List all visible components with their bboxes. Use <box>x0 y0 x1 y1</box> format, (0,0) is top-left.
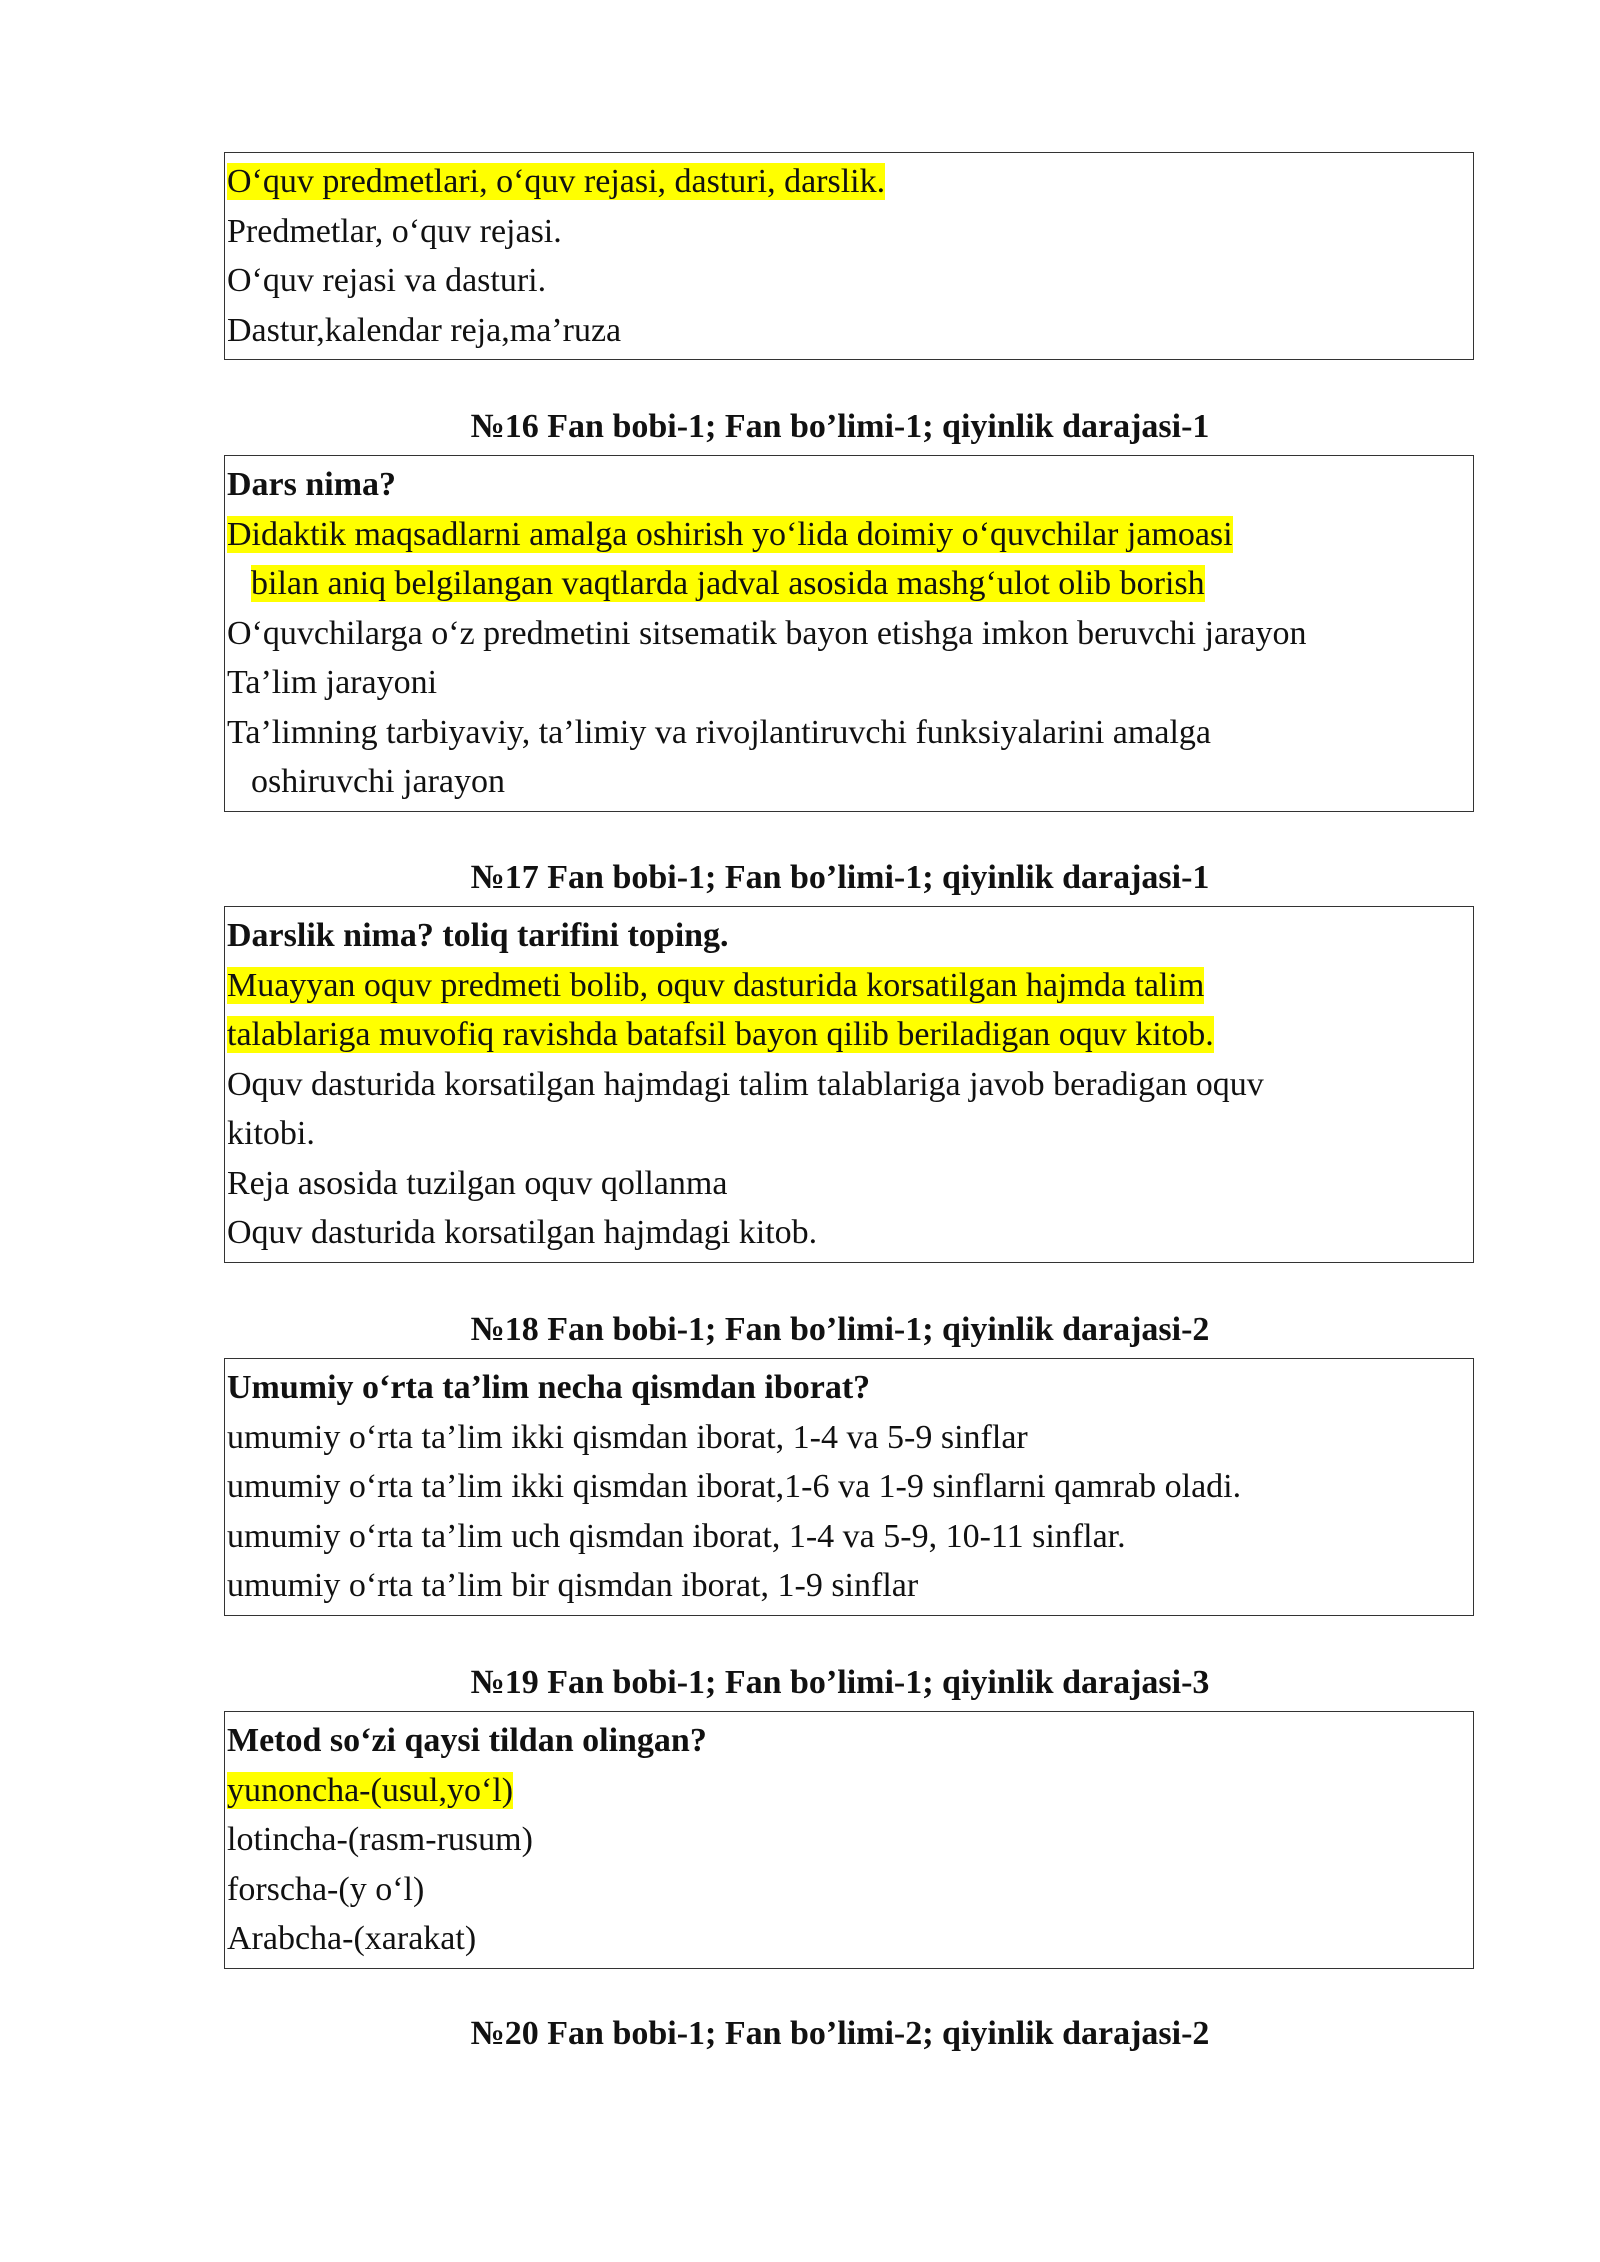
answer-option-a <box>227 961 1473 1011</box>
answer-option-b: lotincha-(rasm-rusum) <box>227 1821 533 1858</box>
answer-option-c: forscha-(y o‘l) <box>227 1870 425 1908</box>
answer-option-b-continued: kitobi. <box>227 1115 315 1152</box>
question-16-box <box>224 455 1474 812</box>
question-18-heading: №18 Fan bobi-1; Fan bo’limi-1; qiyinlik darajasi-2 <box>470 1311 1210 1348</box>
answer-option-b: O‘quvchilarga o‘z predmetini sitsematik bayon etishga imkon beruvchi jarayon <box>227 614 1307 652</box>
answer-option-a-continued <box>227 1010 1473 1060</box>
correct-answer-highlight: Muayyan oquv predmeti bolib, oquv dasturida korsatilgan hajmda talim <box>227 966 1205 1004</box>
answer-option-d-continued: oshiruvchi jarayon <box>251 763 505 800</box>
answer-option-a-continued <box>227 559 1473 609</box>
answer-option-b: umumiy o‘rta ta’lim ikki qismdan iborat,1-6 va 1-9 sinflarni qamrab oladi. <box>227 1468 1242 1505</box>
question-16-heading: №16 Fan bobi-1; Fan bo’limi-1; qiyinlik darajasi-1 <box>470 408 1210 445</box>
correct-answer-highlight: yunoncha-(usul,yo‘l) <box>227 1771 514 1809</box>
question-17-box <box>224 906 1474 1263</box>
answer-option-a <box>227 1766 1473 1816</box>
correct-answer-highlight: Didaktik maqsadlarni amalga oshirish yo‘lida doimiy o‘quvchilar jamoasi <box>227 515 1233 553</box>
answer-option-a: umumiy o‘rta ta’lim ikki qismdan iborat, 1-4 va 5-9 sinflar <box>227 1418 1028 1456</box>
correct-answer-highlight: talablariga muvofiq ravishda batafsil bayon qilib beriladigan oquv kitob. <box>227 1016 1214 1053</box>
answer-option-a <box>227 157 1473 207</box>
answer-option-a <box>227 510 1473 560</box>
question-20-heading: №20 Fan bobi-1; Fan bo’limi-2; qiyinlik darajasi-2 <box>470 2015 1210 2052</box>
question-18-text: Umumiy o‘rta ta’lim necha qismdan iborat? <box>227 1369 871 1406</box>
question-17-heading: №17 Fan bobi-1; Fan bo’limi-1; qiyinlik darajasi-1 <box>470 859 1210 896</box>
answer-option-d: Oquv dasturida korsatilgan hajmdagi kitob. <box>227 1214 818 1251</box>
question-16-text: Dars nima? <box>227 466 397 503</box>
correct-answer-highlight: bilan aniq belgilangan vaqtlarda jadval asosida mashg‘ulot olib borish <box>251 565 1205 602</box>
answer-option-c: umumiy o‘rta ta’lim uch qismdan iborat, 1-4 va 5-9, 10-11 sinflar. <box>227 1517 1126 1555</box>
question-19-heading: №19 Fan bobi-1; Fan bo’limi-1; qiyinlik darajasi-3 <box>470 1664 1210 1701</box>
answer-option-c: O‘quv rejasi va dasturi. <box>227 262 547 299</box>
answer-option-d: Ta’limning tarbiyaviy, ta’limiy va rivojlantiruvchi funksiyalarini amalga <box>227 713 1211 751</box>
question-18-box <box>224 1358 1474 1616</box>
answer-option-b: Oquv dasturida korsatilgan hajmdagi talim talablariga javob beradigan oquv <box>227 1065 1264 1103</box>
answer-option-d: umumiy o‘rta ta’lim bir qismdan iborat, 1-9 sinflar <box>227 1567 919 1604</box>
question-19-box <box>224 1711 1474 1969</box>
answer-option-c: Ta’lim jarayoni <box>227 664 438 701</box>
answer-option-d: Arabcha-(xarakat) <box>227 1920 477 1957</box>
correct-answer-highlight: O‘quv predmetlari, o‘quv rejasi, dasturi, darslik. <box>227 163 886 200</box>
question-17-text: Darslik nima? toliq tarifini toping. <box>227 917 729 954</box>
question-19-text: Metod so‘zi qaysi tildan olingan? <box>227 1722 707 1759</box>
answer-box-previous <box>224 152 1474 360</box>
answer-option-c: Reja asosida tuzilgan oquv qollanma <box>227 1164 728 1202</box>
answer-option-d: Dastur,kalendar reja,ma’ruza <box>227 311 622 349</box>
answer-option-b: Predmetlar, o‘quv rejasi. <box>227 212 562 250</box>
